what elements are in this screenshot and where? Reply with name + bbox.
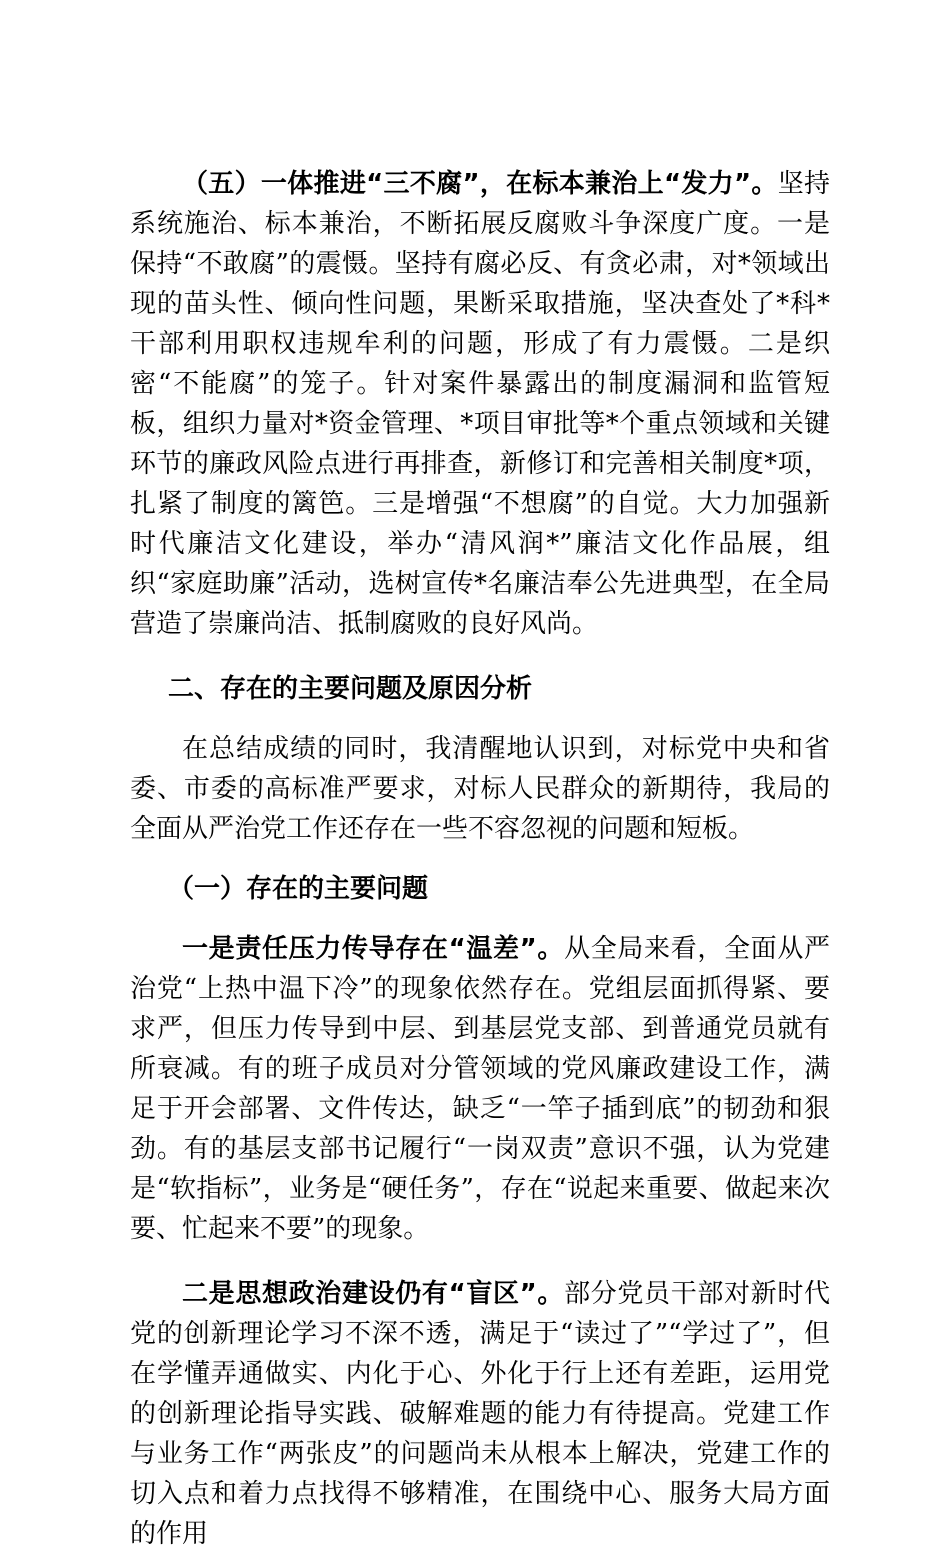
issue-two-body: 部分党员干部对新时代党的创新理论学习不深不透，满足于“读过了”“学过了”，但在学懂弄通做实、内化于心、外化于行上还有差距，运用党的创新理论指导实践、破解难题的能力有待提高。党建工作与业务工作“两张皮”的问题尚未从根本上解决，党建工作的切入点和着力点找得不够精准，在围绕中心、服务大局方面的作用 xyxy=(130,1279,830,1549)
part-two-heading: 二、存在的主要问题及原因分析 xyxy=(168,674,533,704)
issue-two-lead: 二是思想政治建设仍有“盲区”。 xyxy=(182,1279,565,1309)
issue-two-paragraph xyxy=(130,1274,830,1554)
subsection-one-heading: （一）存在的主要问题 xyxy=(168,874,429,904)
section-five-lead: （五）一体推进“三不腐”，在标本兼治上“发力”。 xyxy=(182,169,778,199)
section-five-paragraph xyxy=(130,164,830,644)
part-two-intro: 在总结成绩的同时，我清醒地认识到，对标党中央和省委、市委的高标准严要求，对标人民群众的新期待，我局的全面从严治党工作还存在一些不容忽视的问题和短板。 xyxy=(130,734,830,844)
section-five-body: 坚持系统施治、标本兼治，不断拓展反腐败斗争深度广度。一是保持“不敢腐”的震慑。坚持有腐必反、有贪必肃，对*领域出现的苗头性、倾向性问题，果断采取措施，坚决查处了*科*干部利用职权违规牟利的问题，形成了有力震慑。二是织密“不能腐”的笼子。针对案件暴露出的制度漏洞和监管短板，组织力量对*资金管理、*项目审批等*个重点领域和关键环节的廉政风险点进行再排查，新修订和完善相关制度*项，扎紧了制度的篱笆。三是增强“不想腐”的自觉。大力加强新时代廉洁文化建设，举办“清风润*”廉洁文化作品展，组织“家庭助廉”活动，选树宣传*名廉洁奉公先进典型，在全局营造了崇廉尚洁、抵制腐败的良好风尚。 xyxy=(130,169,830,639)
document-page xyxy=(130,164,830,1554)
issue-one-body: 从全局来看，全面从严治党“上热中温下冷”的现象依然存在。党组层面抓得紧、要求严，但压力传导到中层、到基层党支部、到普通党员就有所衰减。有的班子成员对分管领域的党风廉政建设工作，满足于开会部署、文件传达，缺乏“一竿子插到底”的韧劲和狠劲。有的基层支部书记履行“一岗双责”意识不强，认为党建是“软指标”，业务是“硬任务”，存在“说起来重要、做起来次要、忙起来不要”的现象。 xyxy=(130,934,830,1244)
issue-one-paragraph xyxy=(130,929,830,1249)
issue-one-lead: 一是责任压力传导存在“温差”。 xyxy=(182,934,565,964)
